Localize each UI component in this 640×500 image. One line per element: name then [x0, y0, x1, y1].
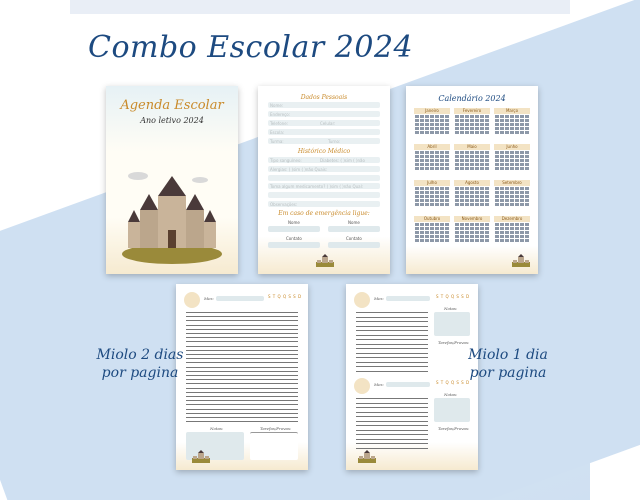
ruled-line [186, 417, 298, 418]
calendar-month [454, 144, 490, 184]
castle-icon [314, 254, 336, 268]
day-circle [354, 292, 370, 308]
ruled-line [356, 448, 428, 449]
calendar-month [414, 216, 450, 256]
calendar-month-name: Outubro [414, 216, 450, 222]
ruled-line [186, 329, 298, 330]
tasks-label: Tarefas/Provas: [438, 340, 470, 345]
castle-icon [356, 450, 378, 464]
label-one-day-line2: por pagina [469, 365, 547, 381]
weekday-letters: S T Q Q S S D [436, 294, 470, 299]
calendar-day-grid [454, 114, 490, 135]
ruled-line [186, 320, 298, 321]
ruled-line [356, 416, 428, 417]
calendar-month [414, 180, 450, 220]
ruled-line [186, 379, 298, 380]
top-band [70, 0, 570, 14]
calendar-month-name: Fevereiro [454, 108, 490, 114]
castle-illustration [120, 166, 224, 266]
ruled-line [356, 425, 428, 426]
notes-label: Notas: [444, 306, 458, 311]
calendar-month [414, 144, 450, 184]
ruled-line [356, 330, 428, 331]
emergency-field [328, 242, 380, 248]
field-line [268, 201, 380, 207]
ruled-line [186, 325, 298, 326]
weekday-letters: S T Q Q S S D [436, 380, 470, 385]
calendar-month-name: Dezembro [494, 216, 530, 222]
emergency-label: Nome [348, 220, 360, 225]
ruled-line [186, 333, 298, 334]
month-label: Mes: [374, 296, 384, 301]
label-two-days-line1: Miolo 2 dias [96, 347, 184, 363]
weekday-letters: S T Q Q S S D [268, 294, 302, 299]
ruled-line [186, 367, 298, 368]
calendar-month [454, 216, 490, 256]
calendar-month [454, 180, 490, 220]
ruled-line [186, 350, 298, 351]
ruled-line [186, 358, 298, 359]
personal-data-page [258, 86, 390, 274]
ruled-line [356, 430, 428, 431]
ruled-line [356, 335, 428, 336]
ruled-line [356, 366, 428, 367]
calendar-month-name: Junho [494, 144, 530, 150]
label-two-days-line2: por pagina [101, 365, 179, 381]
field-line [268, 166, 380, 172]
calendar-day-grid [454, 150, 490, 171]
ruled-line [356, 434, 428, 435]
field-line [268, 175, 380, 181]
ruled-line [186, 375, 298, 376]
calendar-month [414, 108, 450, 148]
emergency-label: Nome [288, 220, 300, 225]
tasks-label: Tarefas/Provas: [438, 426, 470, 431]
field-line [268, 111, 380, 117]
ruled-line [186, 409, 298, 410]
emergency-label: Contato [346, 236, 362, 241]
ruled-line [186, 413, 298, 414]
calendar-day-grid [494, 150, 530, 171]
section-health-title: Histórico Médico [297, 148, 351, 155]
calendar-month-name: Abril [414, 144, 450, 150]
calendar-day-grid [494, 114, 530, 135]
calendar-month-name: Maio [454, 144, 490, 150]
field-line [268, 157, 380, 163]
ruled-line [356, 398, 428, 399]
calendar-month-name: Março [494, 108, 530, 114]
ruled-line [356, 357, 428, 358]
planner-two-days-page [176, 284, 308, 470]
tasks-label: Tarefas/Provas: [260, 426, 292, 431]
calendar-day-grid [414, 114, 450, 135]
calendar-month-name: Agosto [454, 180, 490, 186]
cover-page [106, 86, 238, 274]
calendar-month [454, 108, 490, 148]
ruled-line [186, 396, 298, 397]
ruled-line [356, 321, 428, 322]
page-title: Combo Escolar 2024 [88, 30, 414, 65]
emergency-label: Contato [286, 236, 302, 241]
ruled-line [186, 383, 298, 384]
emergency-field [268, 242, 320, 248]
calendar-month [494, 216, 530, 256]
label-one-day [458, 346, 558, 382]
calendar-day-grid [414, 150, 450, 171]
calendar-month [494, 144, 530, 184]
label-two-days [90, 346, 190, 382]
ruled-line [356, 312, 428, 313]
cover-subheading: Ano letivo 2024 [140, 116, 204, 125]
ruled-line [186, 341, 298, 342]
calendar-month [494, 108, 530, 148]
section-personal-title: Dados Pessoais [300, 94, 348, 101]
label-one-day-line1: Miolo 1 dia [468, 347, 548, 363]
calendar-day-grid [494, 186, 530, 207]
field-line [268, 129, 380, 135]
calendar-month-name: Julho [414, 180, 450, 186]
calendar-month-name: Setembro [494, 180, 530, 186]
ruled-line [356, 403, 428, 404]
tasks-list [250, 432, 298, 460]
calendar-page [406, 86, 538, 274]
month-field [386, 382, 430, 387]
month-label: Mes: [204, 296, 214, 301]
ruled-line [356, 421, 428, 422]
notes-label: Notas: [210, 426, 224, 431]
ruled-line [356, 339, 428, 340]
notes-box [434, 312, 470, 336]
ruled-line [186, 392, 298, 393]
ruled-line [356, 326, 428, 327]
emergency-field [268, 226, 320, 232]
field-line [268, 192, 380, 198]
notes-box [434, 398, 470, 422]
ruled-line [186, 346, 298, 347]
ruled-line [186, 362, 298, 363]
ruled-line [186, 337, 298, 338]
ruled-line [356, 439, 428, 440]
ruled-line [356, 443, 428, 444]
calendar-day-grid [414, 186, 450, 207]
field-line [268, 138, 380, 144]
calendar-month [494, 180, 530, 220]
ruled-line [186, 316, 298, 317]
month-field [216, 296, 264, 301]
ruled-line [356, 344, 428, 345]
day-circle [184, 292, 200, 308]
ruled-line [356, 412, 428, 413]
calendar-month-name: Janeiro [414, 108, 450, 114]
ruled-line [186, 371, 298, 372]
castle-icon [190, 450, 212, 464]
calendar-day-grid [454, 186, 490, 207]
section-emergency-title: Em caso de emergência ligue: [278, 210, 370, 217]
month-field [386, 296, 430, 301]
ruled-line [186, 400, 298, 401]
ruled-line [356, 317, 428, 318]
ruled-line [356, 371, 428, 372]
field-line [268, 120, 380, 126]
field-line [268, 183, 380, 189]
ruled-line [356, 348, 428, 349]
calendar-day-grid [494, 222, 530, 243]
ruled-line [186, 354, 298, 355]
calendar-day-grid [414, 222, 450, 243]
ruled-line [356, 362, 428, 363]
field-line [268, 102, 380, 108]
ruled-line [356, 407, 428, 408]
ruled-line [186, 404, 298, 405]
ruled-line [186, 421, 298, 422]
ruled-line [186, 388, 298, 389]
calendar-day-grid [454, 222, 490, 243]
emergency-field [328, 226, 380, 232]
notes-label: Notas: [444, 392, 458, 397]
calendar-month-name: Novembro [454, 216, 490, 222]
calendar-title: Calendário 2024 [438, 94, 506, 103]
ruled-line [356, 353, 428, 354]
month-label: Mes: [374, 382, 384, 387]
day-circle [354, 378, 370, 394]
castle-icon [510, 254, 532, 268]
ruled-line [186, 312, 298, 313]
cover-heading: Agenda Escolar [120, 98, 224, 113]
